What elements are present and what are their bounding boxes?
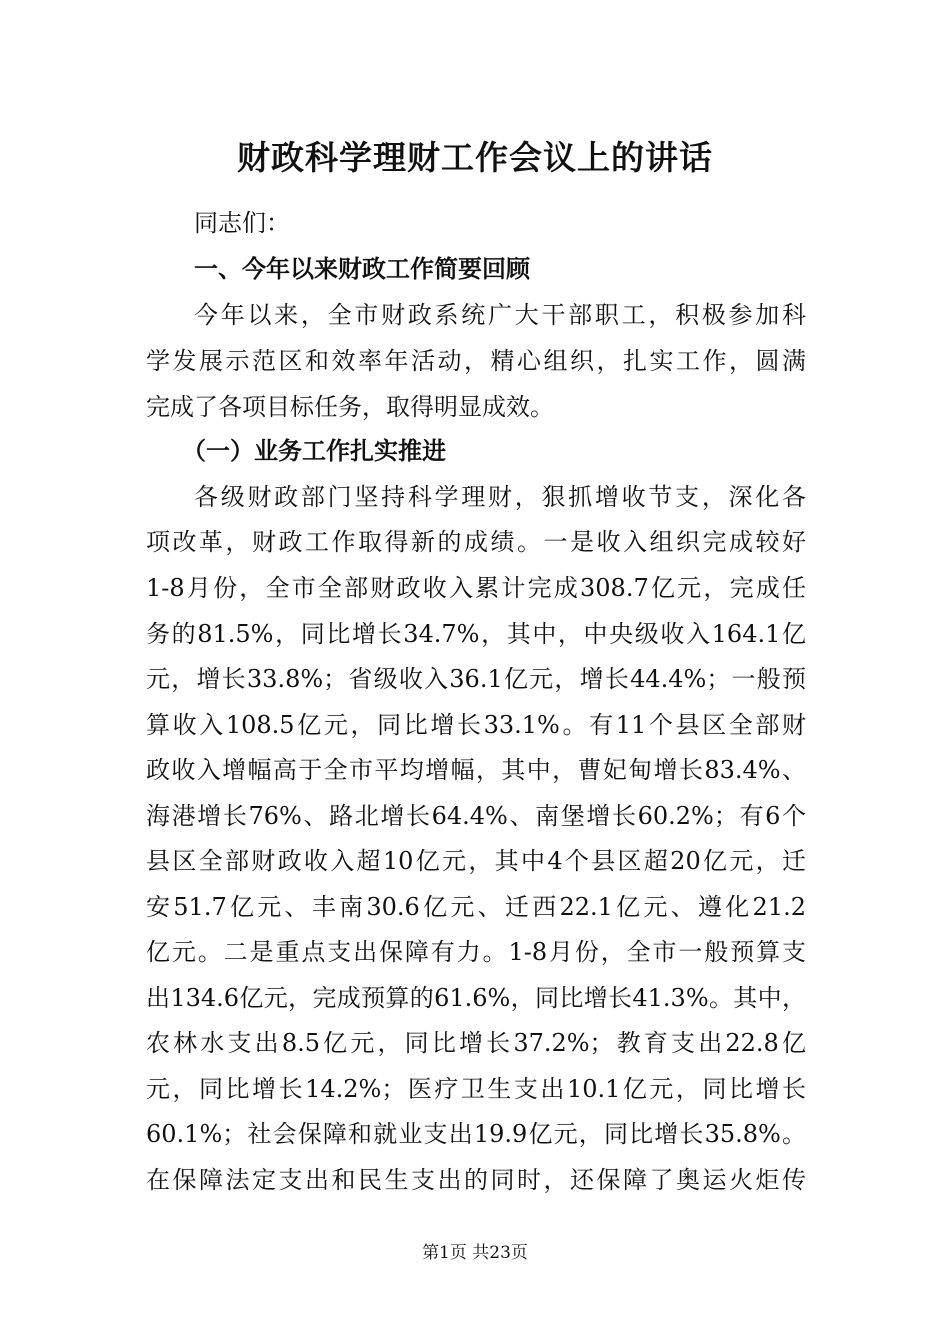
paragraph-line: 学发展示范区和效率年活动，精心组织，扎实工作，圆满	[146, 347, 806, 375]
paragraph-line: 务的81.5%，同比增长34.7%，其中，中央级收入164.1亿	[146, 620, 806, 648]
paragraph-line: 县区全部财政收入超10亿元，其中4个县区超20亿元，迁	[146, 847, 806, 875]
paragraph-line: 元，增长33.8%；省级收入36.1亿元，增长44.4%；一般预	[146, 665, 806, 693]
paragraph-line: 亿元。二是重点支出保障有力。1-8月份，全市一般预算支	[146, 938, 806, 966]
page-number: 第1页 共23页	[422, 1243, 528, 1263]
paragraph-line: 元，同比增长14.2%；医疗卫生支出10.1亿元，同比增长	[146, 1075, 806, 1103]
paragraph-line: 完成了各项目标任务，取得明显成效。	[146, 393, 554, 421]
document-title: 财政科学理财工作会议上的讲话	[237, 138, 713, 177]
paragraph-line: 各级财政部门坚持科学理财，狠抓增收节支，深化各	[194, 483, 806, 511]
paragraph-line: 出134.6亿元，完成预算的61.6%，同比增长41.3%。其中，	[146, 984, 806, 1012]
paragraph-line: 今年以来，全市财政系统广大干部职工，积极参加科	[194, 301, 806, 329]
section-heading: 一、今年以来财政工作简要回顾	[194, 255, 530, 283]
paragraph-line: 农林水支出8.5亿元，同比增长37.2%；教育支出22.8亿	[146, 1029, 806, 1057]
paragraph-line: 1-8月份，全市全部财政收入累计完成308.7亿元，完成任	[146, 574, 806, 602]
paragraph-line: 项改革，财政工作取得新的成绩。一是收入组织完成较好	[146, 528, 806, 556]
paragraph-line: 安51.7亿元、丰南30.6亿元、迁西22.1亿元、遵化21.2	[146, 893, 806, 921]
paragraph-line: 在保障法定支出和民生支出的同时，还保障了奥运火炬传	[146, 1166, 806, 1194]
paragraph-line: 算收入108.5亿元，同比增长33.1%。有11个县区全部财	[146, 711, 806, 739]
salutation: 同志们：	[194, 209, 290, 237]
paragraph-line: 政收入增幅高于全市平均增幅，其中，曹妃甸增长83.4%、	[146, 756, 806, 784]
paragraph-line: 海港增长76%、路北增长64.4%、南堡增长60.2%；有6个	[146, 802, 806, 830]
paragraph-line: 60.1%；社会保障和就业支出19.9亿元，同比增长35.8%。	[146, 1120, 806, 1148]
subsection-heading: （一）业务工作扎实推进	[182, 437, 446, 465]
